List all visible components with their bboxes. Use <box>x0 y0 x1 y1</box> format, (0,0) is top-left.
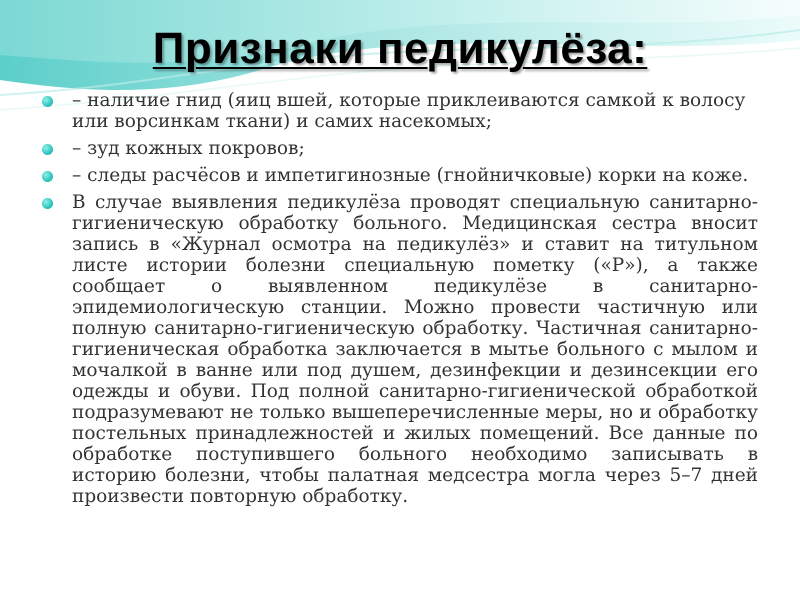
bullet-item-nits <box>42 90 758 132</box>
bullet-dot-icon <box>42 96 53 107</box>
bullet-list <box>42 90 758 507</box>
slide-content <box>42 90 758 513</box>
bullet-text: – наличие гнид (яиц вшей, которые приклеиваются самкой к волосу или ворсинкам ткани) и самих насекомых; <box>72 90 746 132</box>
bullet-text: – следы расчёсов и импетигинозные (гнойничковые) корки на коже. <box>72 165 749 186</box>
bullet-text: В случае выявления педикулёза проводят специальную санитарно-гигиеническую обработку больного. Медицинская сестра вносит запись в «Журнал осмотра на педикулёз» и ставит на титульном листе истории болезни специальную пометку («Р»), а также сообщает о выявленном педикулёзе в санитарно- эпидемиологическую станции. Можно провести частичную или полную санитарно-гигиеническую обработку. Частичная санитарно-гигиеническая обработка заключается в мытье больного с мылом и мочалкой в ванне или под душем, дезинфекции и дезинсекции его одежды и обуви. Под полной санитарно-гигиенической обработкой подразумевают не только вышеперечисленные меры, но и обработку постельных принадлежностей и жилых помещений. Все данные по обработке поступившего больного необходимо записывать в историю болезни, чтобы палатная медсестра могла через 5–7 дней произвести повторную обработку. <box>72 192 758 507</box>
bullet-item-treatment <box>42 192 758 507</box>
slide-title: Признаки педикулёза: <box>152 24 648 73</box>
bullet-dot-icon <box>42 198 53 209</box>
bullet-item-itching <box>42 138 758 159</box>
bullet-dot-icon <box>42 144 53 155</box>
bullet-item-scratches <box>42 165 758 186</box>
bullet-text: – зуд кожных покровов; <box>72 138 305 159</box>
bullet-dot-icon <box>42 171 53 182</box>
